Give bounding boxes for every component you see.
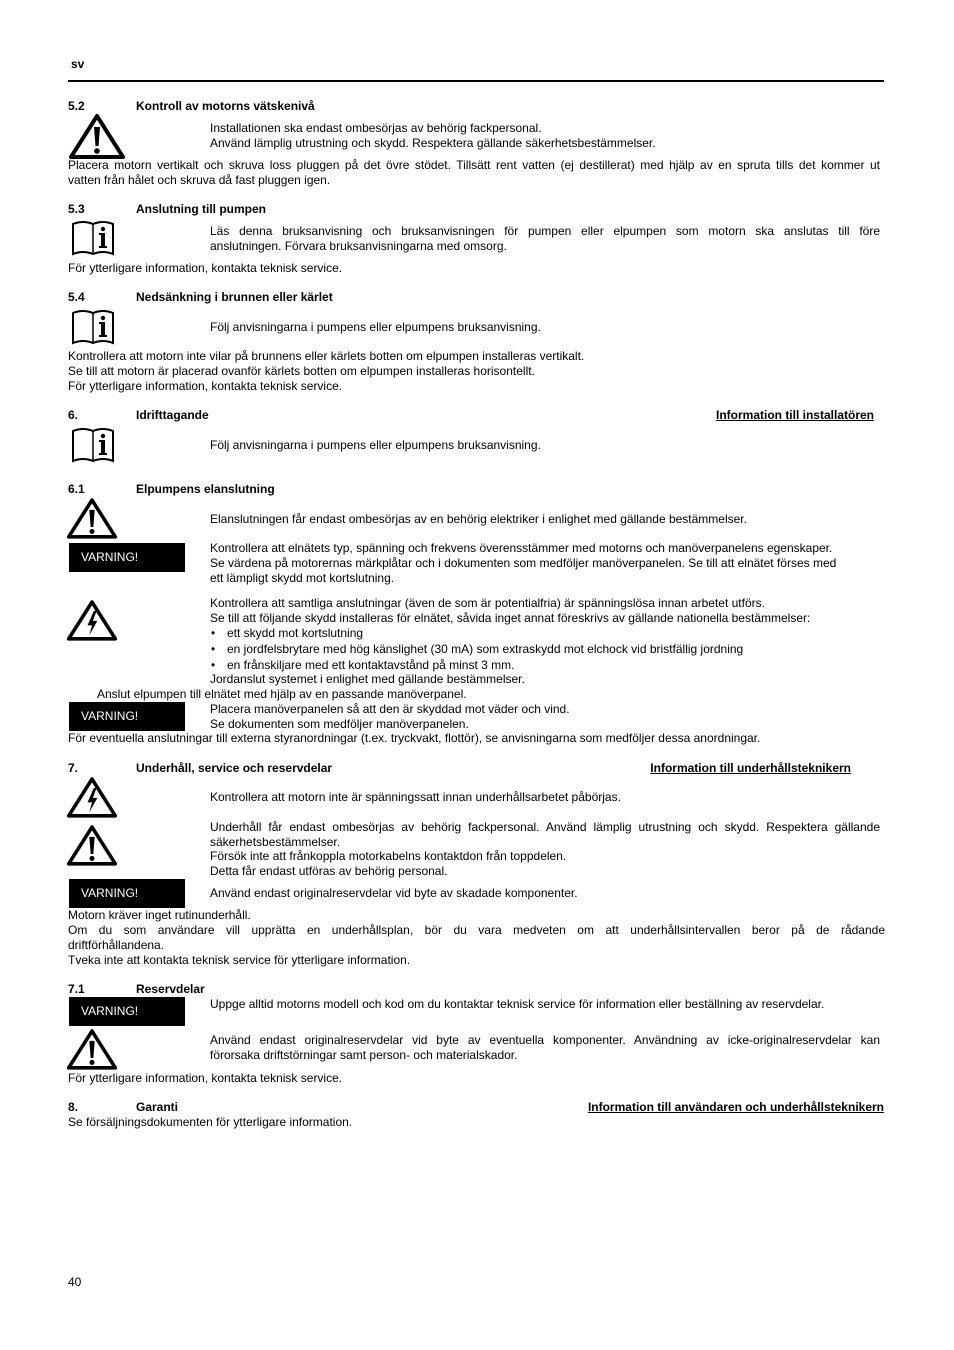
paragraph-line: Se försäljningsdokumenten för ytterligare information.	[68, 1115, 353, 1129]
audience-note: Information till installatören	[715, 408, 874, 422]
section-title: Kontroll av motorns vätskenivå	[136, 99, 315, 113]
section-title: Underhåll, service och reservdelar	[136, 761, 333, 775]
section-number: 8.	[68, 1100, 79, 1114]
manual-book-icon	[70, 218, 116, 258]
warning-label: VARNING!	[69, 879, 185, 908]
section-title: Anslutning till pumpen	[136, 202, 266, 216]
section-title: Nedsänkning i brunnen eller kärlet	[136, 290, 333, 304]
warning-label: VARNING!	[69, 702, 185, 731]
warning-triangle-icon	[66, 1026, 118, 1072]
section-number: 7.	[68, 761, 79, 775]
section-number: 6.	[68, 408, 79, 422]
warning-label: VARNING!	[69, 543, 185, 572]
paragraph-line: För ytterligare information, kontakta teknisk service.	[68, 261, 343, 275]
paragraph-line: Om du som användare vill upprätta en underhållsplan, bör du vara medveten om att underhållsintervallen beror på de rådande	[68, 923, 885, 937]
text-line: Använd endast originalreservdelar vid byte av skadade komponenter.	[210, 886, 578, 900]
paragraph-line: vatten från hålet och skruva då fast pluggen igen.	[68, 173, 331, 187]
bullet-item: • ett skydd mot kortslutning	[227, 626, 363, 641]
section-title: Garanti	[136, 1100, 179, 1114]
paragraph-line: Kontrollera att motorn inte vilar på brunnens eller kärlets botten om elpumpen installeras vertikalt.	[68, 349, 585, 363]
text-line: Följ anvisningarna i pumpens eller elpumpens bruksanvisning.	[210, 438, 541, 452]
paragraph-line: driftförhållandena.	[68, 938, 165, 952]
section-title: Elpumpens elanslutning	[136, 482, 275, 496]
section-title: Idrifttagande	[136, 408, 209, 422]
header-rule	[68, 80, 884, 82]
section-number: 5.2	[68, 99, 85, 113]
warning-triangle-icon	[66, 822, 118, 868]
text-line: Se värdena på motorernas märkplåtar och i dokumenten som medföljer manöverpanelen. Se till att elnätet förses med	[210, 556, 837, 570]
text-line: Kontrollera att samtliga anslutningar (även de som är potentialfria) är spänningslösa innan arbetet utförs.	[210, 596, 765, 610]
warning-triangle-icon	[68, 113, 126, 159]
manual-book-icon	[70, 425, 116, 465]
text-line: Placera manöverpanelen så att den är skyddad mot väder och vind.	[210, 702, 570, 716]
paragraph-line: Tveka inte att kontakta teknisk service för ytterligare information.	[68, 953, 411, 967]
text-line: Detta får endast utföras av behörig personal.	[210, 864, 448, 878]
text-line: Använd endast originalreservdelar vid byte av eventuella komponenter. Användning av icke-originalreservdelar kan	[210, 1033, 880, 1047]
text-line: Se dokumenten som medföljer manöverpanelen.	[210, 717, 469, 731]
section-number: 5.3	[68, 202, 85, 216]
paragraph-line: För eventuella anslutningar till externa styranordningar (t.ex. tryckvakt, flottör), se anvisningarna som medföljer dessa anordningar.	[68, 731, 761, 745]
warning-label: VARNING!	[69, 997, 185, 1026]
bullet-item: • en jordfelsbrytare med hög känslighet (30 mA) som extraskydd mot elchock vid bristfällig jordning	[227, 642, 743, 657]
text-line: Jordanslut systemet i enlighet med gällande bestämmelser.	[210, 672, 525, 686]
warning-triangle-icon	[66, 495, 118, 541]
paragraph-line: För ytterligare information, kontakta teknisk service.	[68, 1071, 343, 1085]
text-line: Elanslutningen får endast ombesörjas av en behörig elektriker i enlighet med gällande bestämmelser.	[210, 512, 747, 526]
text-line: Använd lämplig utrustning och skydd. Respektera gällande säkerhetsbestämmelser.	[210, 136, 656, 150]
text-line: ett lämpligt skydd mot kortslutning.	[210, 571, 395, 585]
text-line: Se till att följande skydd installeras för elnätet, såvida inget annat föreskrivs av gällande nationella bestämmelser:	[210, 611, 811, 625]
electrical-hazard-icon	[66, 597, 118, 643]
audience-note: Information till användaren och underhållsteknikern	[587, 1100, 884, 1114]
section-number: 5.4	[68, 290, 85, 304]
page-number: 40	[68, 1275, 82, 1289]
text-line: säkerhetsbestämmelser.	[210, 835, 341, 849]
section-number: 7.1	[68, 982, 85, 996]
text-line: Försök inte att frånkoppla motorkabelns kontaktdon från toppdelen.	[210, 849, 567, 863]
text-line: Följ anvisningarna i pumpens eller elpumpens bruksanvisning.	[210, 320, 541, 334]
text-line: Kontrollera att motorn inte är spänningssatt innan underhållsarbetet påbörjas.	[210, 790, 621, 804]
section-number: 6.1	[68, 482, 85, 496]
section-title: Reservdelar	[136, 982, 205, 996]
audience-note: Information till underhållsteknikern	[650, 761, 851, 775]
language-code: sv	[71, 57, 85, 71]
text-line: Underhåll får endast ombesörjas av behörig fackpersonal. Använd lämplig utrustning och skydd. Respektera gällande	[210, 820, 880, 834]
text-line: Kontrollera att elnätets typ, spänning och frekvens överensstämmer med motorns och manöverpanelens egenskaper.	[210, 541, 833, 555]
bullet-item: • en frånskiljare med ett kontaktavstånd på minst 3 mm.	[227, 658, 514, 673]
paragraph-line: Placera motorn vertikalt och skruva loss pluggen på det övre stödet. Tillsätt rent vatten (ej destillerat) med hjälp av en spruta tills det kommer ut	[68, 158, 880, 172]
manual-book-icon	[70, 307, 116, 347]
text-line: Läs denna bruksanvisning och bruksanvisningen för pumpen eller elpumpen som motorn ska anslutas till före	[210, 224, 880, 238]
text-line: anslutningen. Förvara bruksanvisningarna med omsorg.	[210, 239, 507, 253]
paragraph-line: För ytterligare information, kontakta teknisk service.	[68, 379, 343, 393]
text-line: Installationen ska endast ombesörjas av behörig fackpersonal.	[210, 121, 542, 135]
text-line: Anslut elpumpen till elnätet med hjälp av en passande manöverpanel.	[97, 687, 467, 701]
electrical-hazard-icon	[66, 774, 118, 820]
paragraph-line: Se till att motorn är placerad ovanför kärlets botten om elpumpen installeras horisontellt.	[68, 364, 535, 378]
text-line: Uppge alltid motorns modell och kod om du kontaktar teknisk service för information eller beställning av reservdelar.	[210, 997, 825, 1011]
paragraph-line: Motorn kräver inget rutinunderhåll.	[68, 908, 251, 922]
text-line: förorsaka driftstörningar samt person- och materialskador.	[210, 1048, 518, 1062]
